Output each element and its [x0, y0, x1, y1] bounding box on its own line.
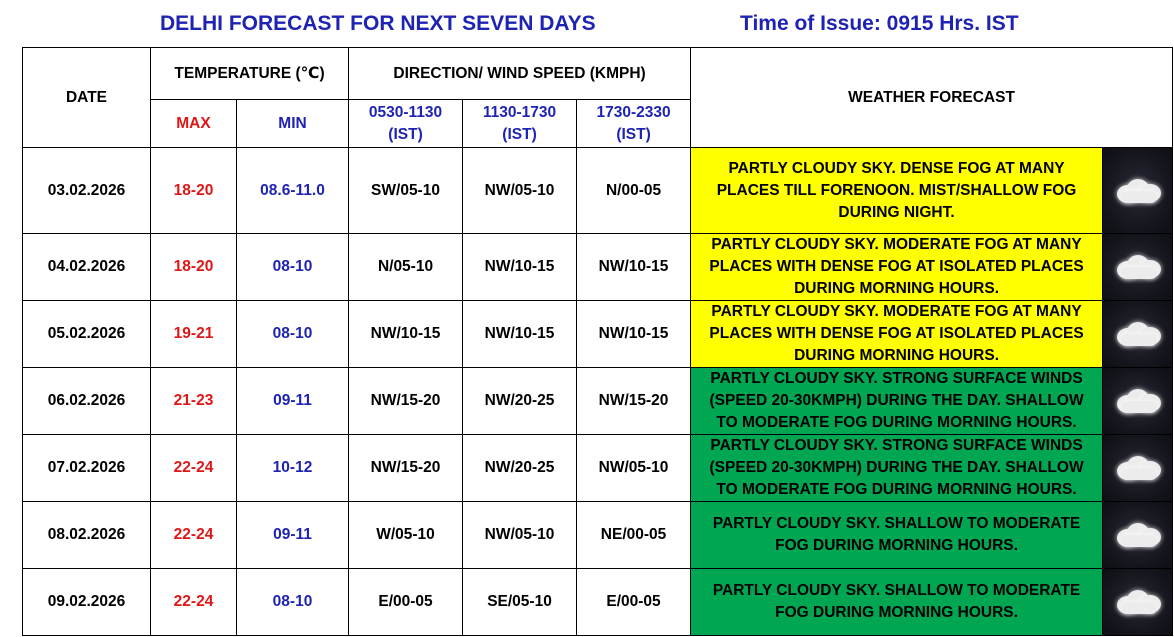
slot2-header	[463, 100, 577, 148]
table-row	[23, 368, 1173, 435]
slot1-time: 0530-1130	[368, 103, 443, 121]
slot2-time: 1130-1730	[482, 103, 557, 121]
forecast-text-cell: PARTLY CLOUDY SKY. DENSE FOG AT MANY PLACES TILL FORENOON. MIST/SHALLOW FOG DURING NIGHT.	[691, 148, 1103, 234]
min-temp-cell: 10-12	[237, 435, 349, 502]
wind-slot3-cell: NW/10-15	[577, 234, 691, 301]
wind-header: DIRECTION/ WIND SPEED (KMPH)	[349, 48, 691, 100]
forecast-table	[22, 47, 1173, 636]
table-row	[23, 435, 1173, 502]
forecast-text-cell: PARTLY CLOUDY SKY. MODERATE FOG AT MANY PLACES WITH DENSE FOG AT ISOLATED PLACES DURING MORNING HOURS.	[691, 234, 1103, 301]
wind-slot3-cell: NW/15-20	[577, 368, 691, 435]
wind-slot2-cell: NW/05-10	[463, 502, 577, 569]
forecast-icon-cell	[1103, 502, 1173, 569]
min-header: MIN	[237, 100, 349, 148]
wind-slot2-cell: NW/20-25	[463, 368, 577, 435]
date-cell: 07.02.2026	[23, 435, 151, 502]
forecast-text-cell: PARTLY CLOUDY SKY. MODERATE FOG AT MANY PLACES WITH DENSE FOG AT ISOLATED PLACES DURING MORNING HOURS.	[691, 301, 1103, 368]
report-header	[0, 0, 1174, 48]
partly-cloudy-icon	[1103, 435, 1172, 501]
date-header: DATE	[23, 48, 151, 148]
temperature-header: TEMPERATURE (℃)	[151, 48, 349, 100]
date-cell: 05.02.2026	[23, 301, 151, 368]
wind-slot1-cell: NW/15-20	[349, 435, 463, 502]
date-cell: 08.02.2026	[23, 502, 151, 569]
slot2-zone: (IST)	[502, 125, 537, 143]
forecast-text-cell: PARTLY CLOUDY SKY. STRONG SURFACE WINDS (SPEED 20-30KMPH) DURING THE DAY. SHALLOW TO MODERATE FOG DURING MORNING HOURS.	[691, 435, 1103, 502]
min-temp-cell: 09-11	[237, 502, 349, 569]
min-temp-cell: 08-10	[237, 234, 349, 301]
max-temp-cell: 22-24	[151, 435, 237, 502]
wind-slot3-cell: N/00-05	[577, 148, 691, 234]
partly-cloudy-icon	[1103, 368, 1172, 434]
wind-slot3-cell: NW/10-15	[577, 301, 691, 368]
max-temp-cell: 22-24	[151, 502, 237, 569]
min-temp-cell: 08-10	[237, 569, 349, 636]
partly-cloudy-icon	[1103, 502, 1172, 568]
forecast-text-cell: PARTLY CLOUDY SKY. STRONG SURFACE WINDS (SPEED 20-30KMPH) DURING THE DAY. SHALLOW TO MODERATE FOG DURING MORNING HOURS.	[691, 368, 1103, 435]
wind-slot1-cell: N/05-10	[349, 234, 463, 301]
wind-slot1-cell: NW/10-15	[349, 301, 463, 368]
slot1-zone: (IST)	[388, 125, 423, 143]
min-temp-cell: 08.6-11.0	[237, 148, 349, 234]
forecast-icon-cell	[1103, 435, 1173, 502]
forecast-icon-cell	[1103, 368, 1173, 435]
forecast-text-cell: PARTLY CLOUDY SKY. SHALLOW TO MODERATE FOG DURING MORNING HOURS.	[691, 502, 1103, 569]
issue-time: Time of Issue: 0915 Hrs. IST	[740, 12, 1019, 35]
wind-slot2-cell: NW/10-15	[463, 301, 577, 368]
max-temp-cell: 22-24	[151, 569, 237, 636]
table-row	[23, 569, 1173, 636]
table-row	[23, 234, 1173, 301]
partly-cloudy-icon	[1103, 234, 1172, 300]
wind-slot2-cell: NW/10-15	[463, 234, 577, 301]
wind-slot1-cell: E/00-05	[349, 569, 463, 636]
max-temp-cell: 19-21	[151, 301, 237, 368]
weather-forecast-header: WEATHER FORECAST	[691, 48, 1173, 148]
wind-slot2-cell: SE/05-10	[463, 569, 577, 636]
wind-slot3-cell: E/00-05	[577, 569, 691, 636]
partly-cloudy-icon	[1103, 569, 1172, 635]
table-row	[23, 148, 1173, 234]
slot3-zone: (IST)	[616, 125, 651, 143]
forecast-icon-cell	[1103, 234, 1173, 301]
page-title: DELHI FORECAST FOR NEXT SEVEN DAYS	[160, 12, 596, 35]
slot3-header	[577, 100, 691, 148]
forecast-icon-cell	[1103, 569, 1173, 636]
wind-slot1-cell: SW/05-10	[349, 148, 463, 234]
partly-cloudy-icon	[1103, 148, 1172, 233]
table-row	[23, 301, 1173, 368]
date-cell: 09.02.2026	[23, 569, 151, 636]
wind-slot3-cell: NW/05-10	[577, 435, 691, 502]
max-header: MAX	[151, 100, 237, 148]
table-row	[23, 502, 1173, 569]
wind-slot2-cell: NW/05-10	[463, 148, 577, 234]
wind-slot2-cell: NW/20-25	[463, 435, 577, 502]
partly-cloudy-icon	[1103, 301, 1172, 367]
min-temp-cell: 09-11	[237, 368, 349, 435]
max-temp-cell: 18-20	[151, 148, 237, 234]
wind-slot1-cell: NW/15-20	[349, 368, 463, 435]
slot1-header	[349, 100, 463, 148]
forecast-icon-cell	[1103, 148, 1173, 234]
forecast-icon-cell	[1103, 301, 1173, 368]
max-temp-cell: 18-20	[151, 234, 237, 301]
date-cell: 03.02.2026	[23, 148, 151, 234]
wind-slot1-cell: W/05-10	[349, 502, 463, 569]
min-temp-cell: 08-10	[237, 301, 349, 368]
date-cell: 04.02.2026	[23, 234, 151, 301]
forecast-text-cell: PARTLY CLOUDY SKY. SHALLOW TO MODERATE FOG DURING MORNING HOURS.	[691, 569, 1103, 636]
wind-slot3-cell: NE/00-05	[577, 502, 691, 569]
max-temp-cell: 21-23	[151, 368, 237, 435]
date-cell: 06.02.2026	[23, 368, 151, 435]
slot3-time: 1730-2330	[596, 103, 671, 121]
